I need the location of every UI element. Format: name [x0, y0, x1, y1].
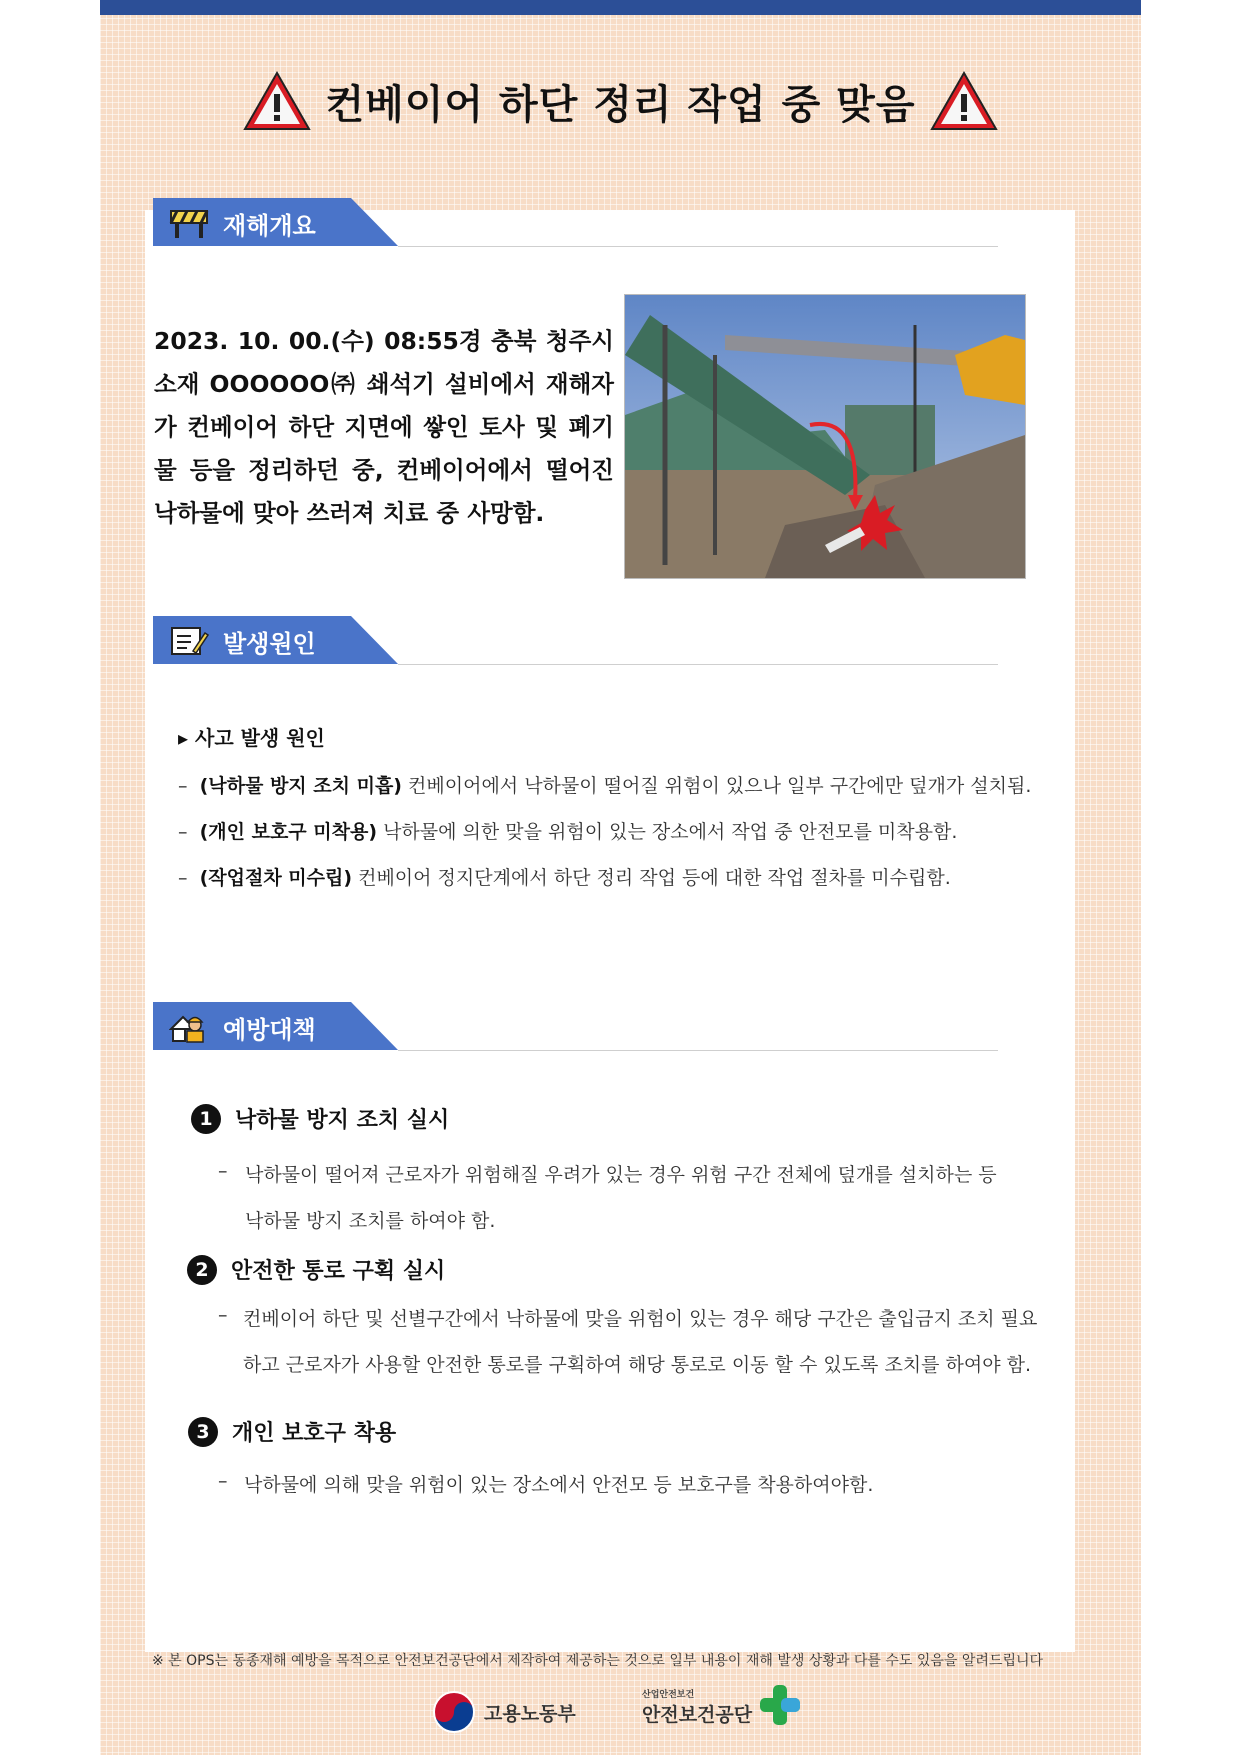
- barrier-icon: [169, 207, 209, 239]
- section-title: 발생원인: [223, 630, 316, 658]
- section-header-cause: [153, 616, 398, 664]
- green-cross-icon: [758, 1683, 802, 1727]
- number-badge: 2: [187, 1255, 217, 1285]
- cause-item: [178, 817, 957, 844]
- cause-text: 낙하물에 의한 맞을 위험이 있는 장소에서 작업 중 안전모를 미착용함.: [377, 821, 958, 843]
- prevention-text: 낙하물이 떨어져 근로자가 위험해질 우려가 있는 경우 위험 구간 전체에 덮개를 설치하는 등: [245, 1164, 997, 1186]
- warning-icon: [929, 70, 999, 132]
- section-title: 재해개요: [223, 212, 316, 240]
- dash-bullet: –: [178, 867, 188, 889]
- number-badge: 1: [191, 1104, 221, 1134]
- cause-text: 컨베이어 정지단계에서 하단 정리 작업 등에 대한 작업 절차를 미수립함.: [352, 867, 951, 889]
- page-title: 컨베이어 하단 정리 작업 중 맞음: [325, 81, 916, 128]
- dash-bullet: –: [218, 1304, 228, 1326]
- kosha-logo-subtext: 산업안전보건: [642, 1690, 695, 1700]
- dash-bullet: –: [218, 1160, 228, 1182]
- cause-tag: (개인 보호구 미착용): [199, 821, 378, 843]
- overview-text: 2023. 10. 00.(수) 08:55경 충북 청주시 소재 OOOOOO㈜ 쇄석기 설비에서 재해자가 컨베이어 하단 지면에 쌓인 토사 및 폐기물 등을 정리하던 중, 컨베이어에서 떨어진 낙하물에 맞아 쓰러져 치료 중 사망함.: [154, 327, 614, 527]
- checklist-icon: [169, 625, 209, 657]
- section-title: 예방대책: [223, 1016, 316, 1044]
- dash-bullet: –: [178, 821, 188, 843]
- moel-logo-text: 고용노동부: [484, 1702, 576, 1725]
- prevention-text: 하고 근로자가 사용할 안전한 통로를 구획하여 해당 통로로 이동 할 수 있도록 조치를 하여야 함.: [243, 1354, 1032, 1376]
- prevention-item-2: [187, 1254, 445, 1285]
- accident-scene-photo: [624, 294, 1026, 579]
- cause-heading: ▸ 사고 발생 원인: [178, 726, 325, 750]
- title-row: [100, 66, 1141, 136]
- prevention-text: 낙하물에 의해 맞을 위험이 있는 장소에서 안전모 등 보호구를 착용하여야함.: [244, 1474, 874, 1496]
- section-divider: [398, 246, 998, 247]
- warning-icon: [242, 70, 312, 132]
- worker-icon: [169, 1011, 209, 1043]
- prevention-text: 낙하물 방지 조치를 하여야 함.: [245, 1210, 496, 1232]
- taegeuk-icon: [432, 1690, 476, 1734]
- kosha-logo-text: 안전보건공단: [642, 1704, 753, 1726]
- section-header-overview: [153, 198, 398, 246]
- moel-logo: [432, 1690, 576, 1734]
- prevention-item-3: [188, 1416, 396, 1447]
- cause-tag: (작업절차 미수립): [199, 867, 353, 889]
- disclaimer-footnote: ※ 본 OPS는 동종재해 예방을 목적으로 안전보건공단에서 제작하여 제공하는 것으로 일부 내용이 재해 발생 상황과 다를 수도 있음을 알려드립니다: [152, 1653, 1044, 1669]
- dash-bullet: –: [178, 775, 188, 797]
- top-bar: [100, 0, 1141, 15]
- cause-text: 컨베이어에서 낙하물이 떨어질 위험이 있으나 일부 구간에만 덮개가 설치됨.: [402, 775, 1032, 797]
- cause-item: [178, 771, 1031, 798]
- section-header-prevention: [153, 1002, 398, 1050]
- prevention-title: 낙하물 방지 조치 실시: [235, 1108, 450, 1133]
- dash-bullet: –: [218, 1470, 228, 1492]
- prevention-title: 안전한 통로 구획 실시: [231, 1259, 446, 1284]
- number-badge: 3: [188, 1417, 218, 1447]
- kosha-logo: [642, 1683, 802, 1727]
- prevention-text: 컨베이어 하단 및 선별구간에서 낙하물에 맞을 위험이 있는 경우 해당 구간은 출입금지 조치 필요: [243, 1308, 1038, 1330]
- section-divider: [398, 664, 998, 665]
- cause-item: [178, 863, 951, 890]
- prevention-title: 개인 보호구 착용: [232, 1421, 397, 1446]
- cause-tag: (낙하물 방지 조치 미흡): [199, 775, 402, 797]
- prevention-item-1: [191, 1103, 449, 1134]
- section-divider: [398, 1050, 998, 1051]
